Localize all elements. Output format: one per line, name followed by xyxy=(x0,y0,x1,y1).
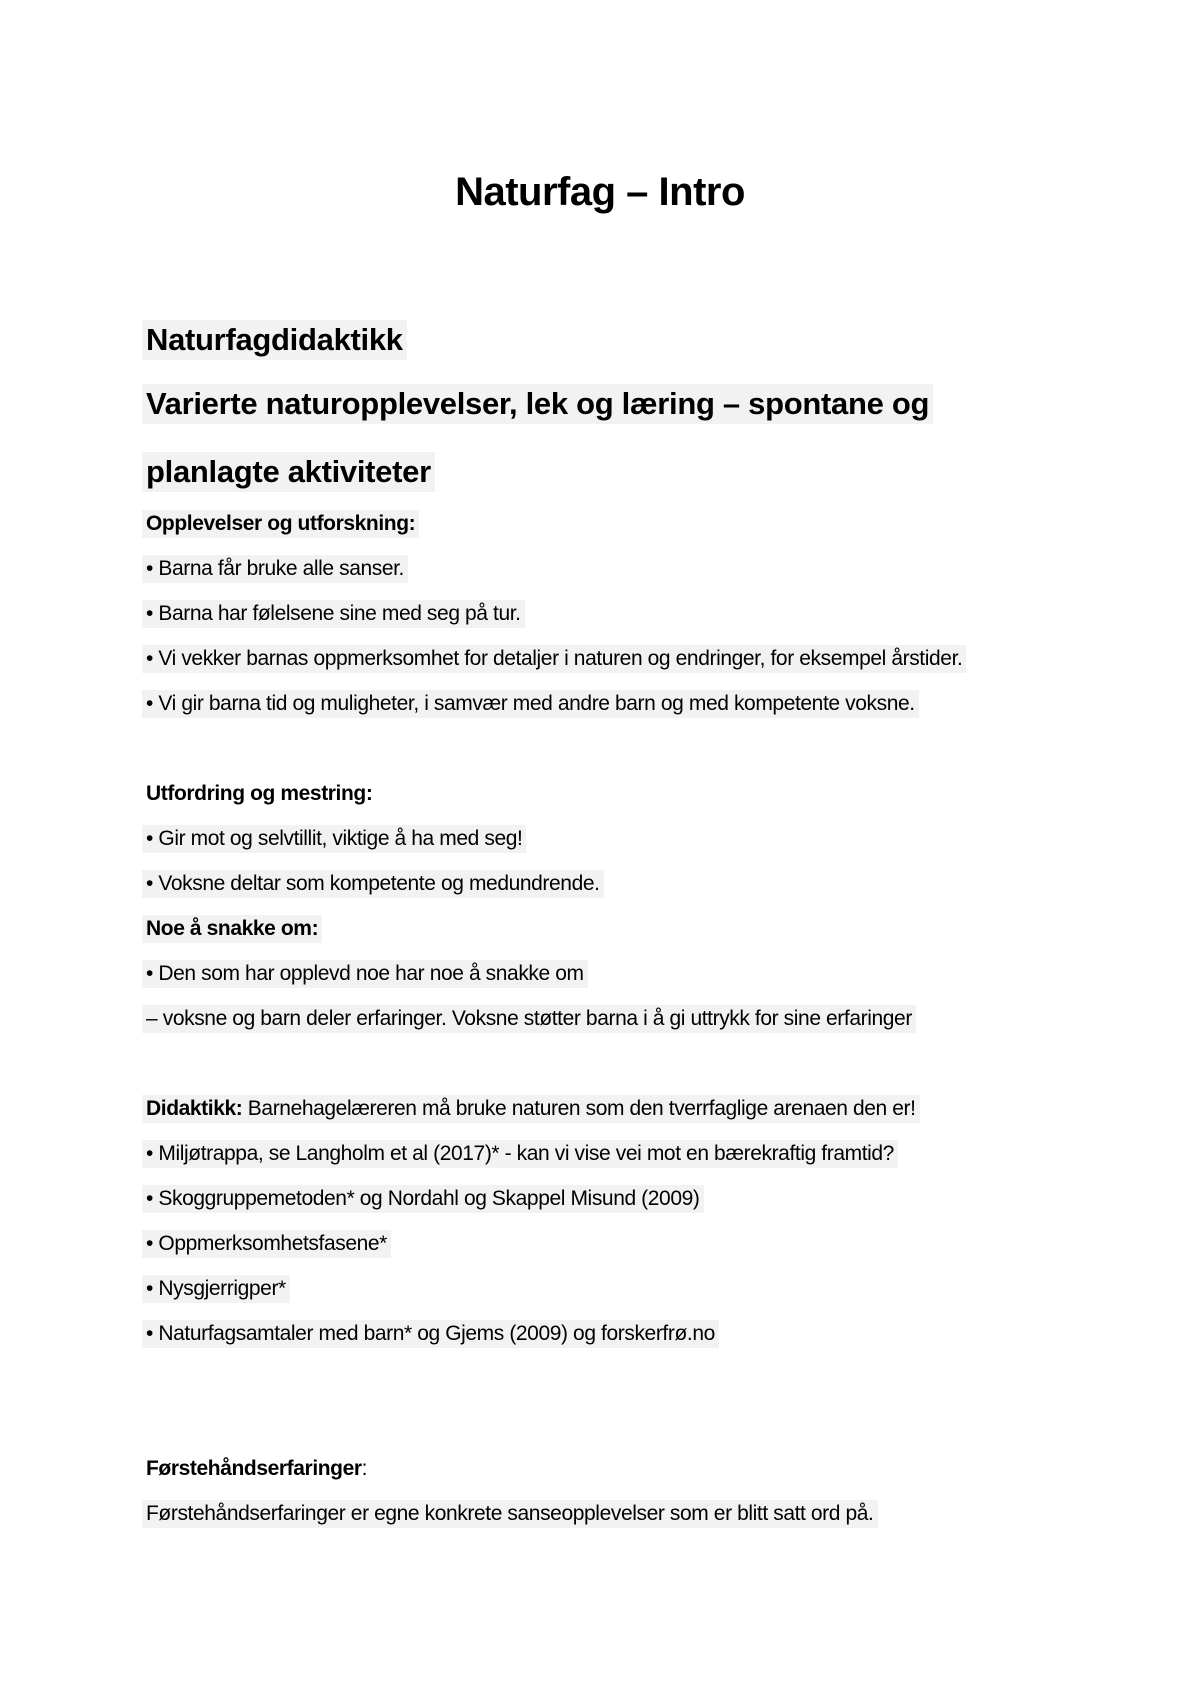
list-item xyxy=(142,1140,898,1168)
list-item xyxy=(142,1275,290,1303)
list-item xyxy=(142,1320,719,1348)
list-item xyxy=(142,645,966,673)
list-item-text: • Voksne deltar som kompetente og medundrende. xyxy=(142,870,604,898)
subheading-line1-text: Varierte naturopplevelser, lek og læring – spontane og xyxy=(142,384,933,424)
list-item-text: • Skoggruppemetoden* og Nordahl og Skappel Misund (2009) xyxy=(142,1185,704,1213)
subheading-line2 xyxy=(142,452,435,492)
list-item xyxy=(142,555,408,583)
list-item xyxy=(142,825,526,853)
section4-heading-bold: Didaktikk: xyxy=(146,1097,243,1120)
section5-heading-bold: Førstehåndserfaringer xyxy=(146,1457,362,1480)
list-item xyxy=(142,960,588,988)
list-item xyxy=(142,600,525,628)
section3-heading-text: Noe å snakke om: xyxy=(142,915,322,943)
paragraph-text: Førstehåndserfaringer er egne konkrete sanseopplevelser som er blitt satt ord på. xyxy=(142,1500,878,1528)
list-item-text: • Barna har følelsene sine med seg på tur. xyxy=(142,600,525,628)
list-item-text: • Vi gir barna tid og muligheter, i samvær med andre barn og med kompetente voksne. xyxy=(142,690,919,718)
heading-text: Naturfagdidaktikk xyxy=(142,320,407,360)
list-item-text: • Barna får bruke alle sanser. xyxy=(142,555,408,583)
section5-heading xyxy=(142,1455,371,1483)
section5-heading-rest: : xyxy=(361,1457,368,1480)
subheading-line1 xyxy=(142,384,933,424)
section-heading-forstehand xyxy=(142,1455,371,1483)
list-item-text: • Vi vekker barnas oppmerksomhet for detaljer i naturen og endringer, for eksempel årstider. xyxy=(142,645,966,673)
list-item-text: • Naturfagsamtaler med barn* og Gjems (2009) og forskerfrø.no xyxy=(142,1320,719,1348)
subheading-line2-text: planlagte aktiviteter xyxy=(142,452,435,492)
heading-naturfagdidaktikk xyxy=(142,320,407,360)
list-item-text: • Miljøtrappa, se Langholm et al (2017)* - kan vi vise vei mot en bærekraftig framtid? xyxy=(142,1140,898,1168)
list-item-text: • Nysgjerrigper* xyxy=(142,1275,290,1303)
list-item xyxy=(142,690,919,718)
list-item-text: • Gir mot og selvtillit, viktige å ha med seg! xyxy=(142,825,526,853)
section4-heading-rest: Barnehagelæreren må bruke naturen som den tverrfaglige arenaen den er! xyxy=(242,1097,916,1120)
section-heading-opplevelser xyxy=(142,510,419,538)
list-item xyxy=(142,870,604,898)
section-heading-snakke xyxy=(142,915,322,943)
list-item xyxy=(142,1230,391,1258)
section1-heading-text: Opplevelser og utforskning: xyxy=(142,510,419,538)
list-item-text: • Oppmerksomhetsfasene* xyxy=(142,1230,391,1258)
list-item xyxy=(142,1185,704,1213)
section-heading-didaktikk xyxy=(142,1095,920,1123)
document-title: Naturfag – Intro xyxy=(455,170,745,214)
list-item-text: • Den som har opplevd noe har noe å snakke om xyxy=(142,960,588,988)
section4-heading xyxy=(142,1095,920,1123)
section-heading-utfordring xyxy=(142,780,376,808)
list-item xyxy=(142,1005,916,1033)
section2-heading-text: Utfordring og mestring: xyxy=(146,782,373,805)
list-item-text: – voksne og barn deler erfaringer. Voksne støtter barna i å gi uttrykk for sine erfaringer xyxy=(142,1005,916,1033)
paragraph xyxy=(142,1500,878,1528)
